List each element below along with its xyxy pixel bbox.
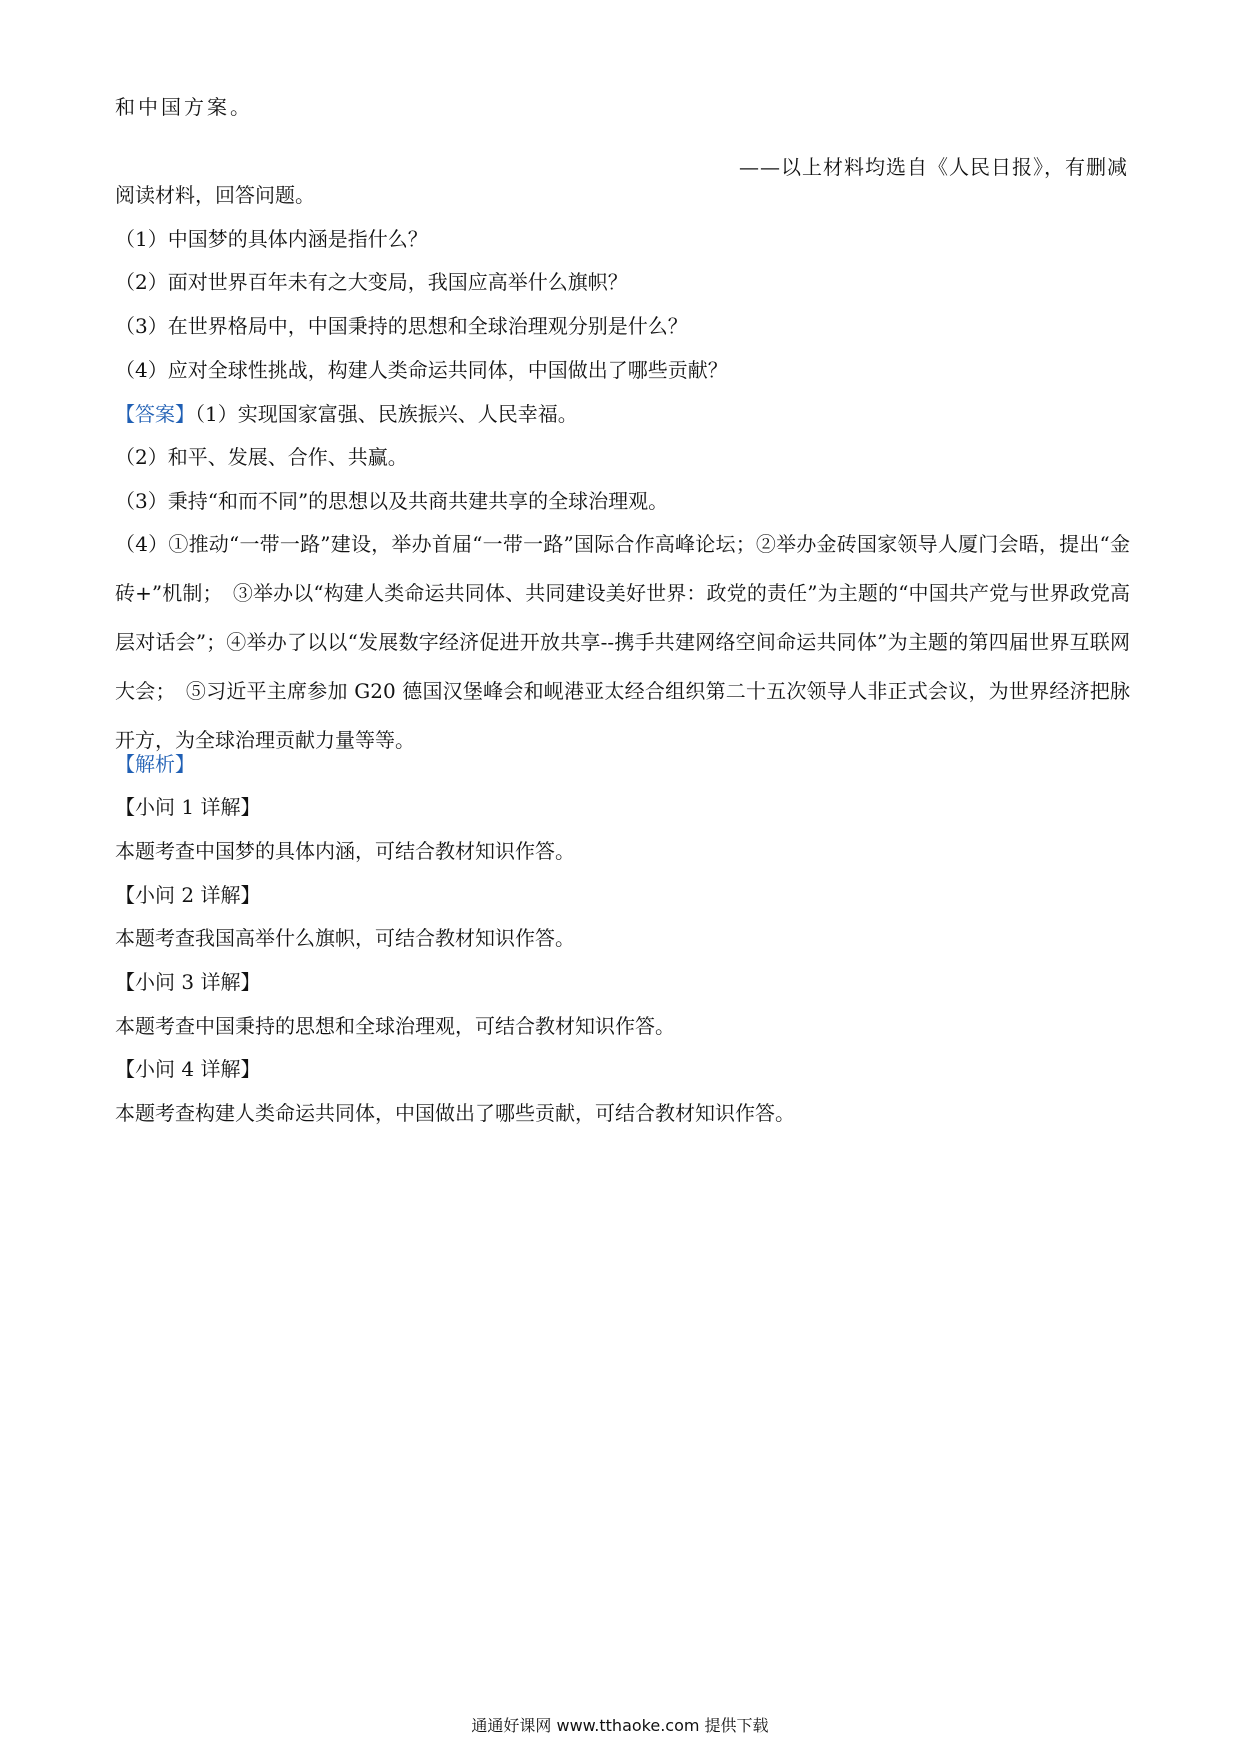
detail-text-3: 本题考查中国秉持的思想和全球治理观，可结合教材知识作答。 — [115, 1014, 675, 1038]
question-2: （2）面对世界百年未有之大变局，我国应高举什么旗帜？ — [115, 270, 628, 294]
detail-text-4: 本题考查构建人类命运共同体，中国做出了哪些贡献，可结合教材知识作答。 — [115, 1101, 795, 1125]
footer-watermark: 通通好课网 www.tthaoke.com 提供下载 — [471, 1716, 769, 1735]
answer-label: 【答案】 — [115, 402, 195, 426]
source-citation: ——以上材料均选自《人民日报》，有删减 — [739, 155, 1128, 179]
detail-heading-4: 【小问 4 详解】 — [115, 1057, 261, 1081]
analysis-label: 【解析】 — [115, 752, 195, 776]
answer-3: （3）秉持“和而不同”的思想以及共商共建共享的全球治理观。 — [115, 489, 669, 513]
detail-heading-2: 【小问 2 详解】 — [115, 883, 261, 907]
question-1: （1）中国梦的具体内涵是指什么？ — [115, 227, 428, 251]
detail-heading-3: 【小问 3 详解】 — [115, 970, 261, 994]
question-4: （4）应对全球性挑战，构建人类命运共同体，中国做出了哪些贡献？ — [115, 358, 728, 382]
answer-4: （4）①推动“一带一路”建设，举办首届“一带一路”国际合作高峰论坛；②举办金砖国家领导人厦门会晤，提出“金砖+”机制； ③举办以“构建人类命运共同体、共同建设美好世界：政党的责任”为主题的“中国共产党与世界政党高层对话会”；④举办了以以“发展数字经济促进开放共享--携手共建网络空间命运共同体”为主题的第四届世界互联网大会； ⑤习近平主席参加 G20 德国汉堡峰会和岘港亚太经合组织第二十五次领导人非正式会议，为世界经济把脉开方，为全球治理贡献力量等等。 — [115, 532, 1130, 752]
answer-1: （1）实现国家富强、民族振兴、人民幸福。 — [195, 402, 578, 426]
prompt-text: 阅读材料，回答问题。 — [115, 183, 315, 207]
detail-text-1: 本题考查中国梦的具体内涵，可结合教材知识作答。 — [115, 839, 575, 863]
detail-text-2: 本题考查我国高举什么旗帜，可结合教材知识作答。 — [115, 926, 575, 950]
answer-line-1 — [115, 400, 578, 428]
question-3: （3）在世界格局中，中国秉持的思想和全球治理观分别是什么？ — [115, 314, 688, 338]
paragraph-tail: 和中国方案。 — [115, 95, 253, 119]
answer-2: （2）和平、发展、合作、共赢。 — [115, 445, 408, 469]
detail-heading-1: 【小问 1 详解】 — [115, 795, 261, 819]
